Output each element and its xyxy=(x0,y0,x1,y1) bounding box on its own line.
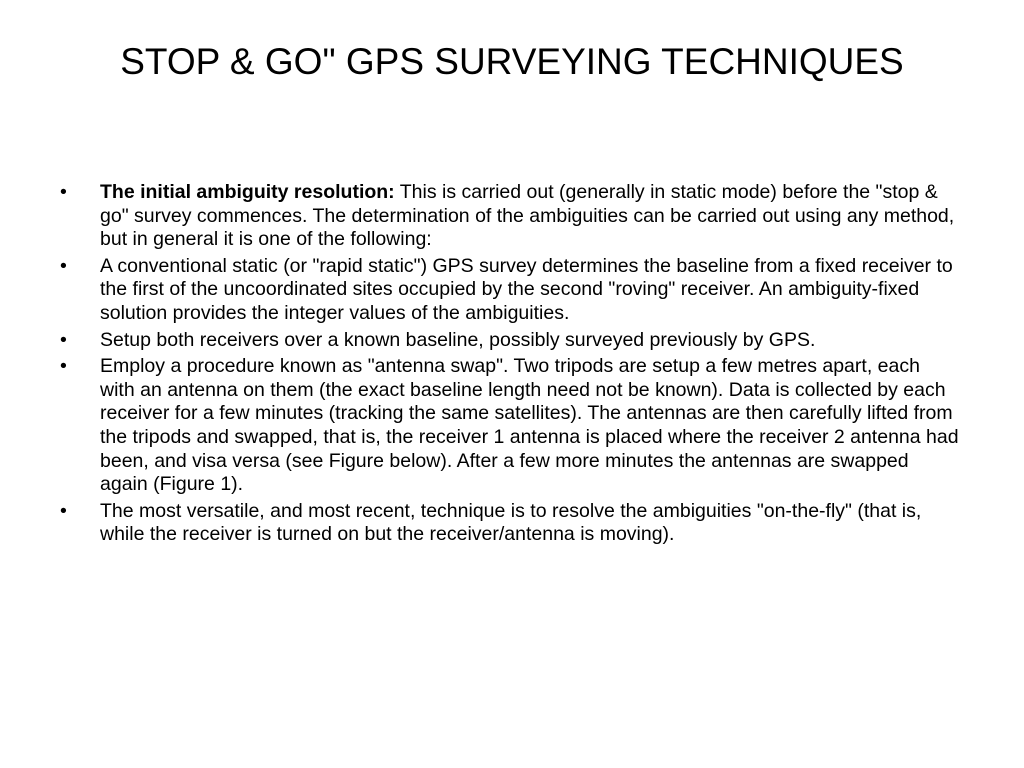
bullet-icon: • xyxy=(60,181,67,203)
bullet-text xyxy=(100,329,815,351)
bullet-body: Employ a procedure known as "antenna swap". Two tripods are setup a few metres apart, each with an antenna on them (the exact baseline length need not be known). Data is collected by each receiver for a few minutes (tracking the same satellites). The antennas are then carefully lifted from the tripods and swapped, that is, the receiver 1 antenna is placed where the receiver 2 antenna had been, and visa versa (see Figure below). After a few more minutes the antennas are swapped again (Figure 1). xyxy=(100,355,959,496)
bullet-body: Setup both receivers over a known baseline, possibly surveyed previously by GPS. xyxy=(100,328,816,351)
bullet-list xyxy=(60,181,960,550)
bullet-icon: • xyxy=(60,355,67,378)
slide-title: STOP & GO" GPS SURVEYING TECHNIQUES xyxy=(120,41,904,82)
bullet-body: The most versatile, and most recent, technique is to resolve the ambiguities "on-the-fly" (that is, while the receiver is turned on but the receiver/antenna is moving). xyxy=(100,499,922,546)
bullet-text xyxy=(100,500,921,546)
bullet-icon: • xyxy=(60,499,67,522)
bullet-item xyxy=(60,255,960,326)
bullet-body: A conventional static (or "rapid static") GPS survey determines the baseline from a fixed receiver to the first of the uncoordinated sites occupied by the second "roving" receiver. An ambiguity-fixed solution provides the integer values of the ambiguities. xyxy=(100,254,953,324)
bullet-item xyxy=(60,329,960,353)
bullet-icon: • xyxy=(60,328,67,351)
bullet-item xyxy=(60,181,960,252)
bullet-text xyxy=(100,181,954,250)
bullet-body: This is carried out (generally in static mode) before the "stop & go" survey commences. The determination of the ambiguities can be carried out using any method, but in general it is one of the following: xyxy=(100,181,955,251)
bullet-text xyxy=(100,355,959,495)
bullet-text xyxy=(100,255,953,324)
bullet-item xyxy=(60,355,960,497)
bullet-icon: • xyxy=(60,254,67,277)
bullet-lead: The initial ambiguity resolution: xyxy=(100,181,395,203)
bullet-item xyxy=(60,500,960,547)
